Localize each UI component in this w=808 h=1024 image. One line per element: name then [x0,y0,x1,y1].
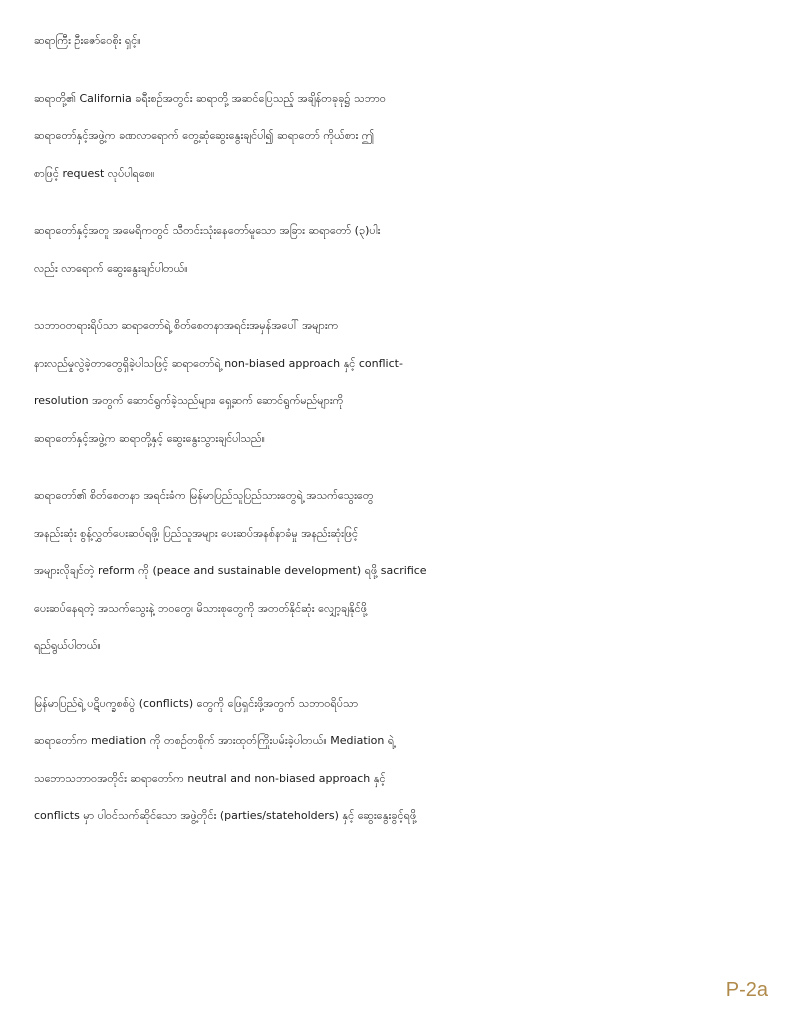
letter-body [34,22,782,855]
intention-paragraph [34,477,782,665]
text-line: ဆရာကြီး ဦးဇော်ဝေစိုး ရှင့်။ [34,34,141,47]
text-line: သဘာဝတရားရိပ်သာ ဆရာတော်ရဲ့ စိတ်စေတနာအရင်းအမှန်အပေါ် အများက [34,319,339,332]
text-line: မြန်မာပြည်ရဲ့ ပဋိပက္ခစစ်ပွဲ (conflicts) တွေကို ဖြေရှင်းဖို့အတွက် သဘာဝရိပ်သာ [34,696,359,710]
text-line: resolution အတွက် ဆောင်ရွက်ခဲ့သည်များ၊ ရှေ့ဆက် ဆောင်ရွက်မည်များကို [34,394,344,407]
text-line: conflicts မှာ ပါဝင်သက်ဆိုင်သော အဖွဲ့တိုင်း (parties/stateholders) နှင့် ဆွေးနွေးခွင့်ရဖို့ [34,809,417,822]
text-line: ဆရာတော်နှင့်အဖွဲ့က ဆရာတို့နှင့် ဆွေးနွေးသွားချင်ပါသည်။ [34,431,265,445]
text-line: ရည်ရွယ်ပါတယ်။ [34,639,101,652]
text-line: စာဖြင့် request လုပ်ပါရစေ။ [34,166,155,180]
greeting-paragraph [34,22,782,60]
text-line: နားလည်မှုလွဲခဲ့တာတွေရှိခဲ့ပါသဖြင့် ဆရာတော်ရဲ့ non-biased approach နှင့် conflict- [34,356,403,370]
page-number: P-2a [725,979,768,1001]
text-line: သဘောသဘာဝအတိုင်း ဆရာတော်က neutral and non-biased approach နှင့် [34,771,386,785]
text-line: ဆရာတော်နှင့်အဖွဲ့က ခဏလာရောက် တွေ့ဆုံဆွေးနွေးချင်ပါ၍ ဆရာတော် ကိုယ်စား ဤ [34,129,375,142]
text-line: လည်း လာရောက် ဆွေးနွေးချင်ပါတယ်။ [34,261,188,275]
text-line: ဆရာတော်က mediation ကို တစဉ်တစိုက် အားထုတ်ကြိုးပမ်းခဲ့ပါတယ်။ Mediation ရဲ့ [34,734,395,747]
text-line: ဆရာတော်၏ စိတ်စေတနာ အရင်းခံက မြန်မာပြည်သူပြည်သားတွေရဲ့ အသက်သွေးတွေ [34,489,374,502]
text-line: အများလိုချင်တဲ့ reform ကို (peace and sustainable development) ရဖို့ sacrifice [34,564,427,577]
request-paragraph [34,80,782,193]
mediation-paragraph [34,685,782,835]
text-line: ပေးဆပ်နေရတဲ့ အသက်သွေးနဲ့ ဘဝတွေ၊ မိသားစုတွေကို အတတ်နိုင်ဆုံး လျှော့ချနိုင်ဖို့ [34,601,368,615]
text-line: ဆရာတို့၏ California ခရီးစဉ်အတွင်း ဆရာတို့ အဆင်ပြေသည့် အချိန်တခုခု၌ သဘာဝ [34,91,386,105]
text-line: အနည်းဆုံး စွန့်လွှတ်ပေးဆပ်ရဖို့၊ ပြည်သူအများ ပေးဆပ်အနစ်နာခံမှု အနည်းဆုံးဖြင့် [34,526,359,540]
other-monks-paragraph [34,212,782,287]
text-line: ဆရာတော်နှင့်အတူ အမေရိကတွင် သီတင်းသုံးနေတော်မူသော အခြား ဆရာတော် (၃)ပါး [34,224,381,237]
approach-paragraph [34,307,782,457]
